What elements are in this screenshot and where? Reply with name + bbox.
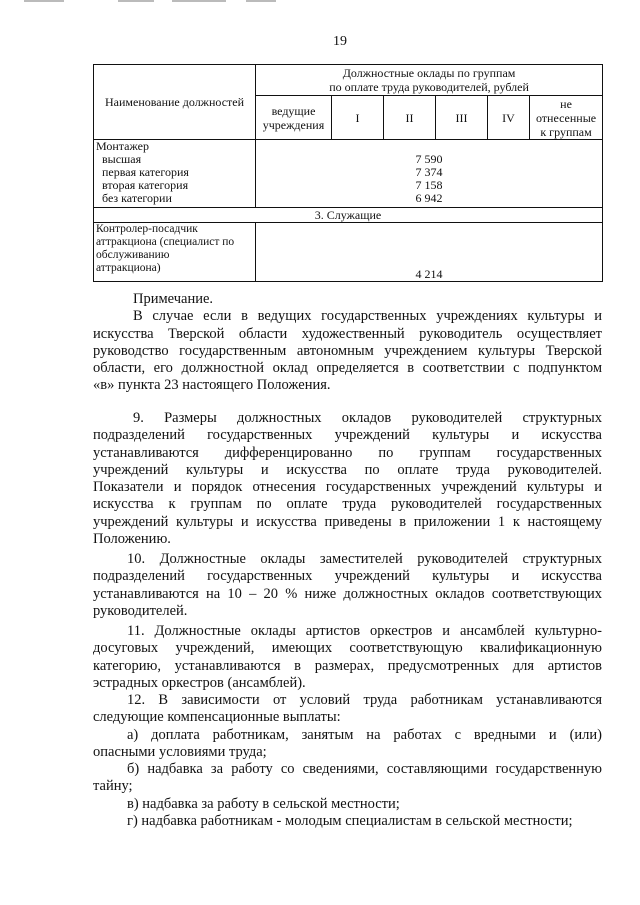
controller-name: Контролер-посадчик аттракциона (специалист по обслуживанию аттракциона) xyxy=(94,223,256,282)
montazher-salaries: 7 590 7 374 7 158 6 942 xyxy=(256,140,603,208)
section-row xyxy=(94,208,603,223)
paragraph-10: 10. Должностные оклады заместителей руководителей структурных подразделений государственных учреждений культуры и искусства устанавливаются на 10 – 20 % ниже должностных окладов соответствующих руководителей. xyxy=(93,551,602,619)
col-group-3: III xyxy=(436,96,488,140)
paragraph-11: 11. Должностные оклады артистов оркестров и ансамблей культурно- досуговых учреждений, имеющих соответствующую квалификационную категорию, устанавливаются в размерах, предусмотренных для артистов эстрадных оркестров (ансамблей). xyxy=(93,623,602,691)
header-group-title: Должностные оклады по группам по оплате труда руководителей, рублей xyxy=(256,65,603,96)
col-group-4: IV xyxy=(488,96,530,140)
controller-salary: 4 214 xyxy=(256,223,603,282)
section-title: 3. Служащие xyxy=(94,208,603,223)
montazher-names: Монтажер высшая первая категория вторая категория без категории xyxy=(94,140,256,208)
page-number: 19 xyxy=(333,34,347,49)
col-group-1: I xyxy=(332,96,384,140)
scan-edge-marks xyxy=(0,0,640,4)
table-row xyxy=(94,223,603,282)
col-group-2: II xyxy=(384,96,436,140)
note-block: Примечание. В случае если в ведущих государственных учреждениях культуры и искусства Тверской области художественный руководитель осуществляет руководство государственным автономным учреждением культуры Тверской области, его должностной оклад определяется в соответствии с подпунктом «в» пункта 23 настоящего Положения. xyxy=(93,291,602,394)
paragraph-9: 9. Размеры должностных окладов руководителей структурных подразделений государственных учреждений культуры и искусства устанавливаются дифференцированно по группам государственных учреждений культуры и искусства по оплате труда руководителей. Показатели и порядок отнесения государственных учреждений культуры и искусства к группам по оплате труда руководителей государственных учреждений культуры и искусства приведены в приложении 1 к настоящему Положению. xyxy=(93,410,602,548)
table-header-row xyxy=(94,65,603,96)
col-leading: ведущие учреждения xyxy=(256,96,332,140)
header-position-name: Наименование должностей xyxy=(94,65,256,140)
table-row xyxy=(94,140,603,208)
note-title: Примечание. xyxy=(133,291,214,307)
paragraph-12: 12. В зависимости от условий труда работникам устанавливаются следующие компенсационные выплаты: а) доплата работникам, занятым на работах с вредными и (или) опасными условиями труда; б) надбавка за работу со сведениями, составляющими государственную тайну; в) надбавка за работу в сельской местности; г) надбавка работникам - молодым специалистам в сельской местности; xyxy=(93,692,602,830)
col-not-assigned: не отнесенные к группам xyxy=(530,96,603,140)
salary-table xyxy=(93,64,603,282)
